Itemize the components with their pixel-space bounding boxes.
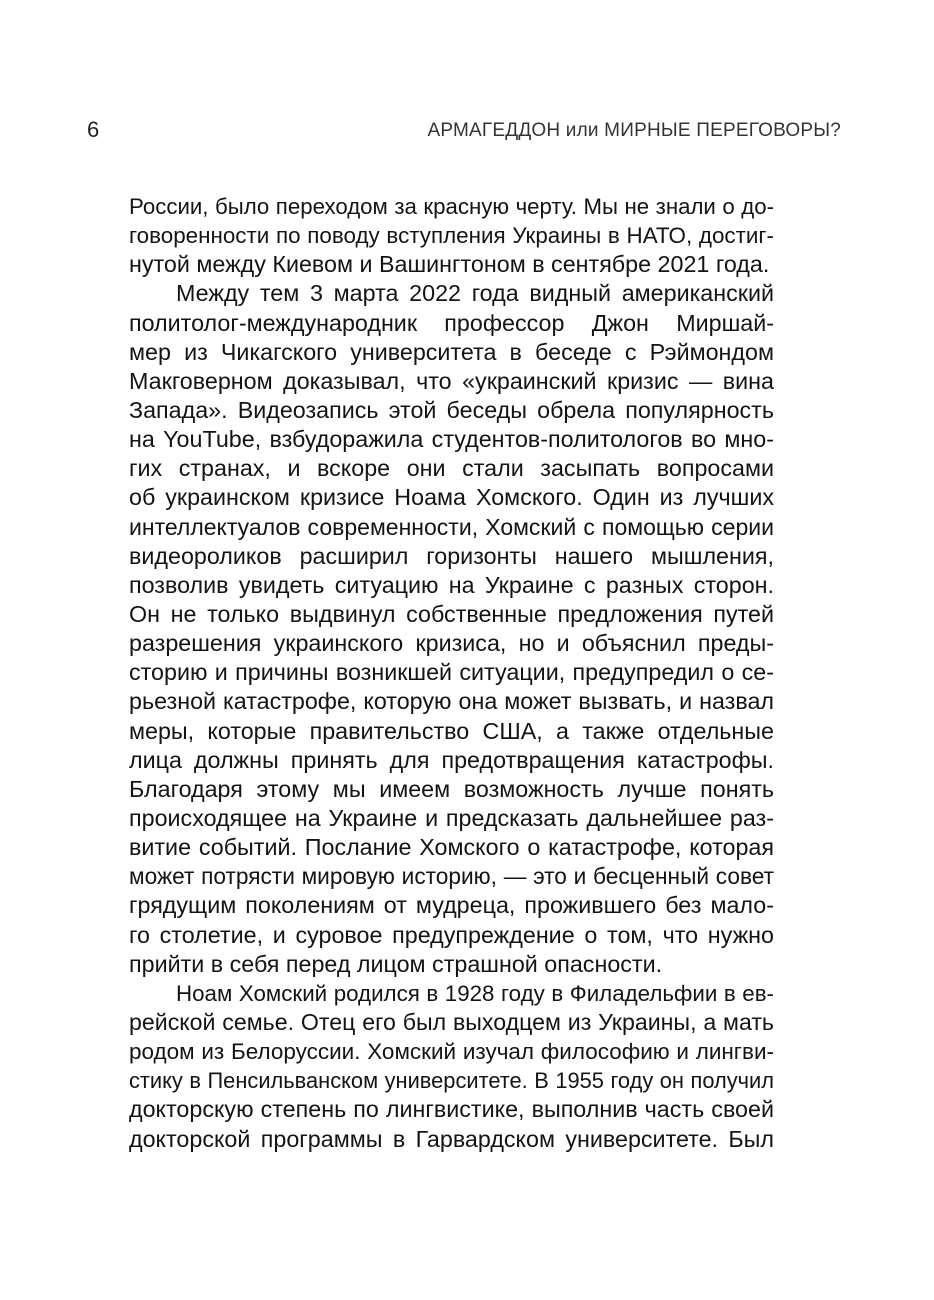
page-number: 6	[87, 117, 100, 142]
text-line: грядущим поколениям от мудреца, прожившего без мало-	[129, 892, 774, 919]
text-line: Ноам Хомский родился в 1928 году в Филадельфии в ев-	[176, 980, 774, 1006]
text-line: прийти в себя перед лицом страшной опасности.	[129, 950, 663, 977]
running-header-title: АРМАГЕДДОН или МИРНЫЕ ПЕРЕГОВОРЫ?	[427, 120, 841, 141]
text-line: разрешения украинского кризиса, но и объяснил преды-	[129, 630, 774, 657]
text-line: интеллектуалов современности, Хомский с помощью серии	[129, 513, 774, 540]
text-line: меры, которые правительство США, а также отдельные	[129, 717, 774, 744]
text-line: России, было переходом за красную черту. Мы не знали о до-	[129, 194, 774, 219]
text-line: рьезной катастрофе, которую она может вызвать, и назвал	[129, 688, 774, 715]
text-line: об украинском кризисе Ноама Хомского. Один из лучших	[129, 484, 774, 511]
text-line: Он не только выдвинул собственные предложения путей	[129, 600, 774, 627]
text-line: мер из Чикагского университета в беседе с Рэймондом	[129, 338, 774, 365]
text-line: может потрясти мировую историю, — это и бесценный совет	[129, 863, 774, 890]
text-line: гих странах, и вскоре они стали засыпать вопросами	[129, 455, 774, 482]
paragraph-2	[129, 279, 774, 978]
text-line: говоренности по поводу вступления Украины в НАТО, достиг-	[129, 223, 774, 249]
paragraph-1	[129, 192, 774, 279]
text-line: Между тем 3 марта 2022 года видный американский	[176, 280, 774, 307]
text-line: родом из Белоруссии. Хомский изучал философию и лингви-	[129, 1039, 774, 1065]
text-line: позволив увидеть ситуацию на Украине с разных сторон.	[129, 571, 774, 598]
text-line: рейской семье. Отец его был выходцем из Украины, а мать	[129, 1008, 774, 1035]
text-line: сторию и причины возникшей ситуации, предупредил о се-	[129, 659, 774, 686]
text-line: политолог-международник профессор Джон Миршай-	[129, 309, 774, 336]
paragraph-3	[129, 979, 774, 1154]
text-line: го столетие, и суровое предупреждение о том, что нужно	[129, 921, 774, 948]
text-line: на YouTube, взбудоражила студентов-политологов во мно-	[129, 426, 774, 453]
text-line: Макговерном доказывал, что «украинский кризис — вина	[129, 367, 774, 394]
text-line: лица должны принять для предотвращения катастрофы.	[129, 746, 774, 773]
text-line: Благодаря этому мы имеем возможность лучше понять	[129, 775, 774, 802]
body-text	[129, 192, 774, 1154]
text-line: происходящее на Украине и предсказать дальнейшее раз-	[129, 804, 774, 831]
text-line: докторскую степень по лингвистике, выполнив часть своей	[129, 1096, 774, 1123]
text-line: нутой между Киевом и Вашингтоном в сентябре 2021 года.	[129, 251, 770, 278]
text-line: видеороликов расширил горизонты нашего мышления,	[129, 542, 774, 569]
text-line: докторской программы в Гарвардском университете. Был	[129, 1125, 774, 1152]
text-line: стику в Пенсильванском университете. В 1955 году он получил	[129, 1068, 774, 1094]
text-line: витие событий. Послание Хомского о катастрофе, которая	[129, 834, 774, 861]
text-line: Запада». Видеозапись этой беседы обрела популярность	[129, 396, 774, 423]
